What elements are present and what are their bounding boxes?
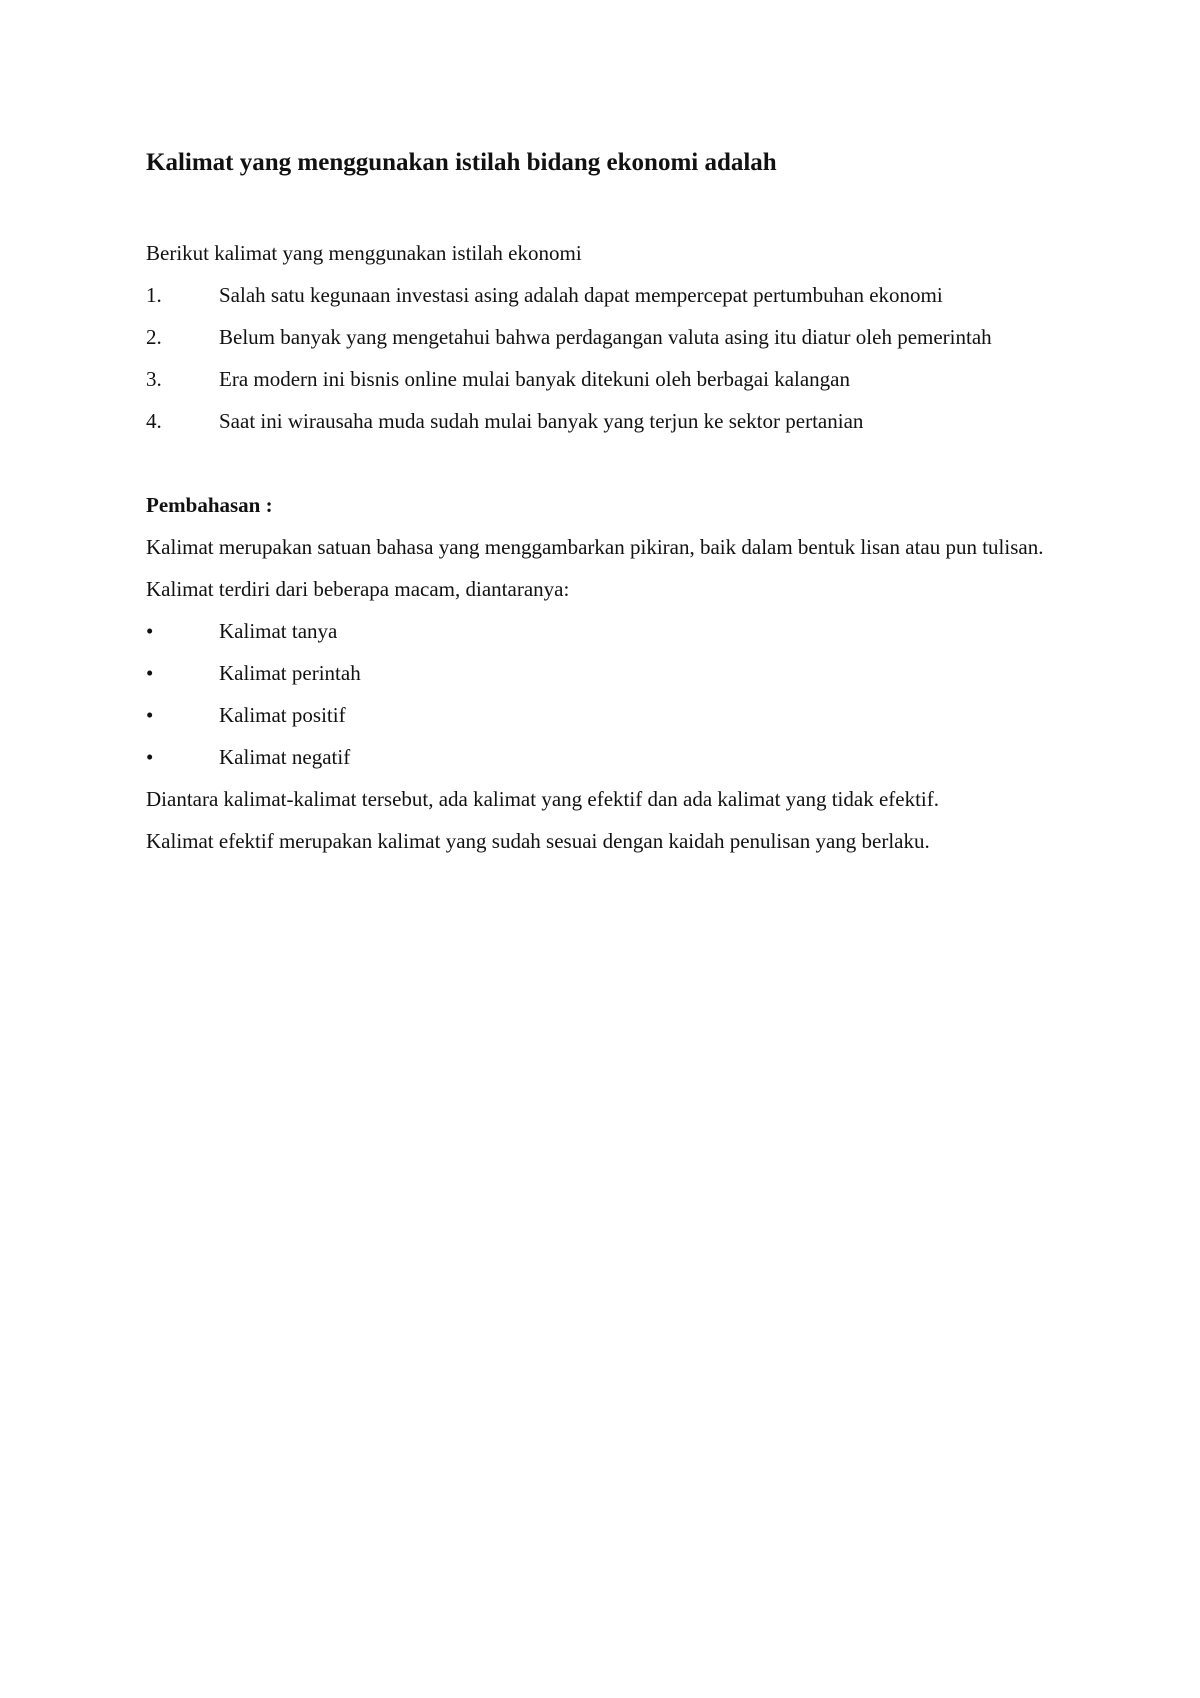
list-marker: 3. [146, 367, 162, 391]
list-item-text: Saat ini wirausaha muda sudah mulai banyak yang terjun ke sektor pertanian [219, 409, 864, 433]
discussion-paragraph: Kalimat merupakan satuan bahasa yang menggambarkan pikiran, baik dalam bentuk lisan atau pun tulisan. [146, 535, 1044, 559]
list-item [146, 358, 1064, 400]
list-marker: 2. [146, 325, 162, 349]
list-item-text: Kalimat positif [219, 703, 346, 727]
bullet-icon: • [146, 745, 154, 769]
intro-text: Berikut kalimat yang menggunakan istilah ekonomi [146, 241, 582, 265]
discussion-paragraph: Diantara kalimat-kalimat tersebut, ada kalimat yang efektif dan ada kalimat yang tidak efektif. [146, 787, 940, 811]
examples-list [146, 274, 1064, 442]
document-title: Kalimat yang menggunakan istilah bidang ekonomi adalah [146, 149, 777, 176]
discussion-paragraph: Kalimat efektif merupakan kalimat yang sudah sesuai dengan kaidah penulisan yang berlaku. [146, 829, 930, 853]
list-item [146, 694, 1064, 736]
list-marker: 4. [146, 409, 162, 433]
discussion-paragraph: Kalimat terdiri dari beberapa macam, diantaranya: [146, 577, 570, 601]
list-item [146, 652, 1064, 694]
document-page [146, 146, 1064, 862]
list-item-text: Salah satu kegunaan investasi asing adalah dapat mempercepat pertumbuhan ekonomi [219, 283, 943, 307]
list-marker: 1. [146, 283, 162, 307]
spacer [146, 442, 1064, 484]
types-list [146, 610, 1064, 778]
list-item [146, 274, 1064, 316]
list-item [146, 400, 1064, 442]
list-item-text: Era modern ini bisnis online mulai banyak ditekuni oleh berbagai kalangan [219, 367, 850, 391]
list-item-text: Belum banyak yang mengetahui bahwa perdagangan valuta asing itu diatur oleh pemerintah [219, 325, 992, 349]
list-item [146, 736, 1064, 778]
list-item-text: Kalimat negatif [219, 745, 351, 769]
list-item-text: Kalimat perintah [219, 661, 361, 685]
bullet-icon: • [146, 661, 154, 685]
bullet-icon: • [146, 703, 154, 727]
list-item-text: Kalimat tanya [219, 619, 338, 643]
list-item [146, 610, 1064, 652]
discussion-heading: Pembahasan : [146, 493, 273, 517]
bullet-icon: • [146, 619, 154, 643]
list-item [146, 316, 1064, 358]
